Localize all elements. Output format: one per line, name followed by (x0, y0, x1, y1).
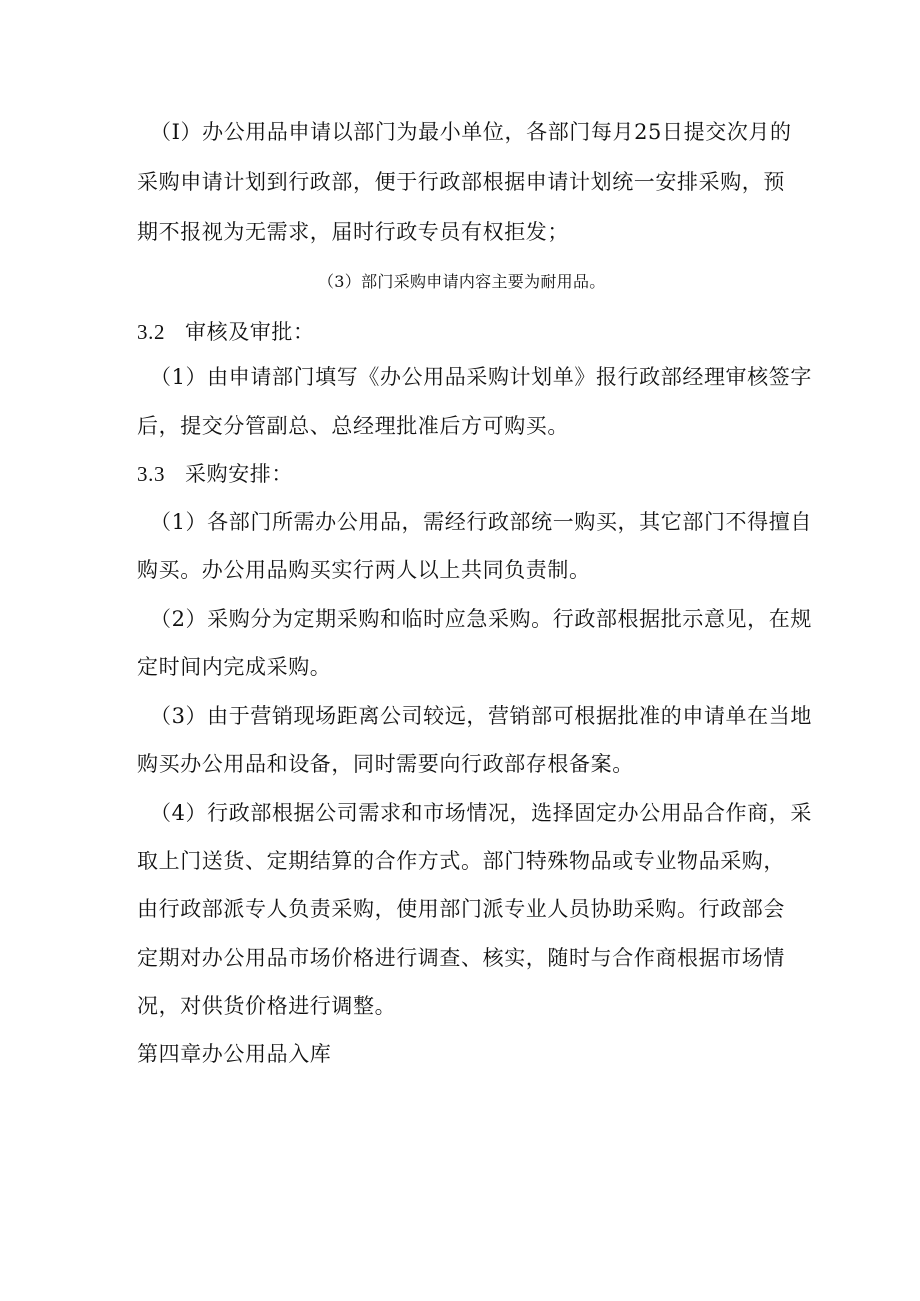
paragraph-line: 定期对办公用品市场价格进行调查、核实，随时与合作商根据市场情 (137, 946, 785, 970)
paragraph-line: 定时间内完成采购。 (137, 655, 332, 679)
paragraph-line: （3）部门采购申请内容主要为耐用品。 (318, 272, 606, 291)
section-heading-3-2 (137, 318, 315, 346)
section-title: 采购安排： (185, 462, 293, 486)
paragraph-line: （3）由于营销现场距离公司较远，营销部可根据批准的申请单在当地 (150, 704, 812, 728)
paragraph-line: （1）由申请部门填写《办公用品采购计划单》报行政部经理审核签字 (150, 365, 812, 389)
paragraph-line: （2）采购分为定期采购和临时应急采购。行政部根据批示意见，在规 (150, 607, 812, 631)
paragraph-line: 购买办公用品和设备，同时需要向行政部存根备案。 (137, 752, 634, 776)
paragraph-line: 取上门送货、定期结算的合作方式。部门特殊物品或专业物品采购， (137, 849, 785, 873)
section-title: 审核及审批： (185, 320, 315, 344)
paragraph-line: （1）各部门所需办公用品，需经行政部统一购买，其它部门不得擅自 (150, 510, 812, 534)
paragraph-line: 采购申请计划到行政部，便于行政部根据申请计划统一安排采购，预 (137, 170, 785, 194)
section-number: 3.2 (137, 320, 166, 344)
paragraph-line: 由行政部派专人负责采购，使用部门派专业人员协助采购。行政部会 (137, 897, 785, 921)
chapter-heading: 第四章办公用品入库 (137, 1042, 332, 1066)
section-heading-3-3 (137, 460, 293, 488)
paragraph-line: 况，对供货价格进行调整。 (137, 994, 397, 1018)
paragraph-line: （4）行政部根据公司需求和市场情况，选择固定办公用品合作商，采 (150, 801, 812, 825)
paragraph-line: 期不报视为无需求，届时行政专员有权拒发； (137, 220, 569, 244)
paragraph-line: 购买。办公用品购买实行两人以上共同负责制。 (137, 558, 591, 582)
paragraph-line: （I）办公用品申请以部门为最小单位，各部门每月25日提交次月的 (150, 120, 792, 144)
section-number: 3.3 (137, 462, 166, 486)
paragraph-line: 后，提交分管副总、总经理批准后方可购买。 (137, 414, 569, 438)
